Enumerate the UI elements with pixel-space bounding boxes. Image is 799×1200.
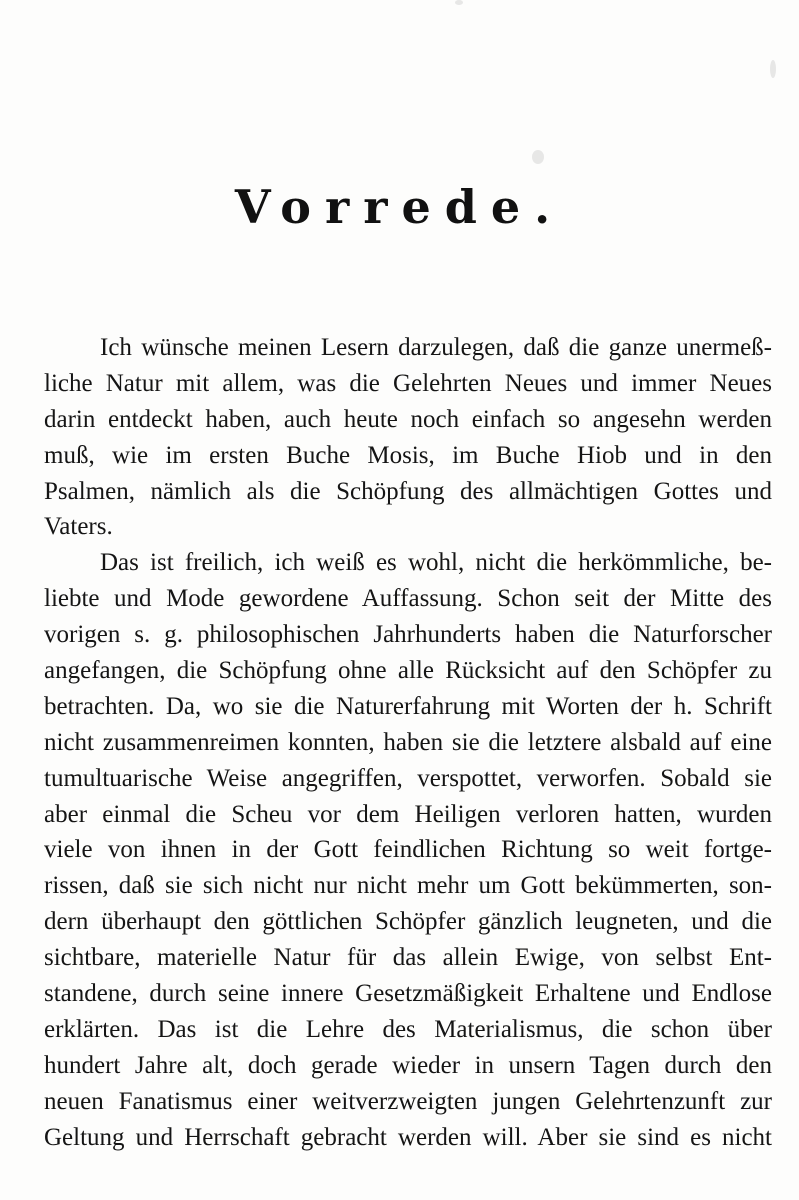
text-line: nicht zusammenreimen konnten, haben sie die letztere alsbald auf eine [44,728,772,756]
text-line: angefangen, die Schöpfung ohne alle Rücksicht auf den Schöpfer zu [44,657,772,685]
text-line: standene, durch seine innere Gesetzmäßigkeit Erhaltene und Endlose [44,980,772,1008]
paper-speck [532,150,544,164]
text-line: viele von ihnen in der Gott feindlichen Richtung so weit fortge- [44,836,772,864]
text-line: Vaters. [44,513,113,541]
text-line: neuen Fanatismus einer weitverzweigten jungen Gelehrtenzunft zur [44,1087,772,1115]
text-line: liebte und Mode gewordene Auffassung. Schon seit der Mitte des [44,585,772,613]
text-line: aber einmal die Scheu vor dem Heiligen verloren hatten, wurden [44,800,772,828]
text-line: Psalmen, nämlich als die Schöpfung des allmächtigen Gottes und [44,477,772,505]
text-line: rissen, daß sie sich nicht nur nicht mehr um Gott bekümmerten, son- [44,872,772,900]
text-line: Ich wünsche meinen Lesern darzulegen, daß die ganze unermeß- [100,334,772,361]
text-line: tumultuarische Weise angegriffen, verspottet, verworfen. Sobald sie [44,764,772,792]
text-line: betrachten. Da, wo sie die Naturerfahrung mit Worten der h. Schrift [44,692,772,720]
text-line: dern überhaupt den göttlichen Schöpfer gänzlich leugneten, und die [44,908,772,936]
text-line: Das ist freilich, ich weiß es wohl, nicht die herkömmliche, be- [100,549,772,577]
paper-speck [770,60,776,78]
text-line: muß, wie im ersten Buche Mosis, im Buche Hiob und in den [44,441,772,469]
text-line: liche Natur mit allem, was die Gelehrten Neues und immer Neues [44,369,772,397]
page-title: Vorrede. [234,180,565,234]
text-line: erklärten. Das ist die Lehre des Materialismus, die schon über [44,1015,772,1043]
text-line: hundert Jahre alt, doch gerade wieder in unsern Tagen durch den [44,1051,772,1079]
text-line: vorigen s. g. philosophischen Jahrhunderts haben die Naturforscher [44,621,772,649]
text-line: Geltung und Herrschaft gebracht werden will. Aber sie sind es nicht [44,1123,772,1151]
paper-speck [455,0,463,5]
text-line: sichtbare, materielle Natur für das allein Ewige, von selbst Ent- [44,944,772,972]
body-text [44,330,772,1155]
text-line: darin entdeckt haben, auch heute noch einfach so angesehn werden [44,405,772,433]
